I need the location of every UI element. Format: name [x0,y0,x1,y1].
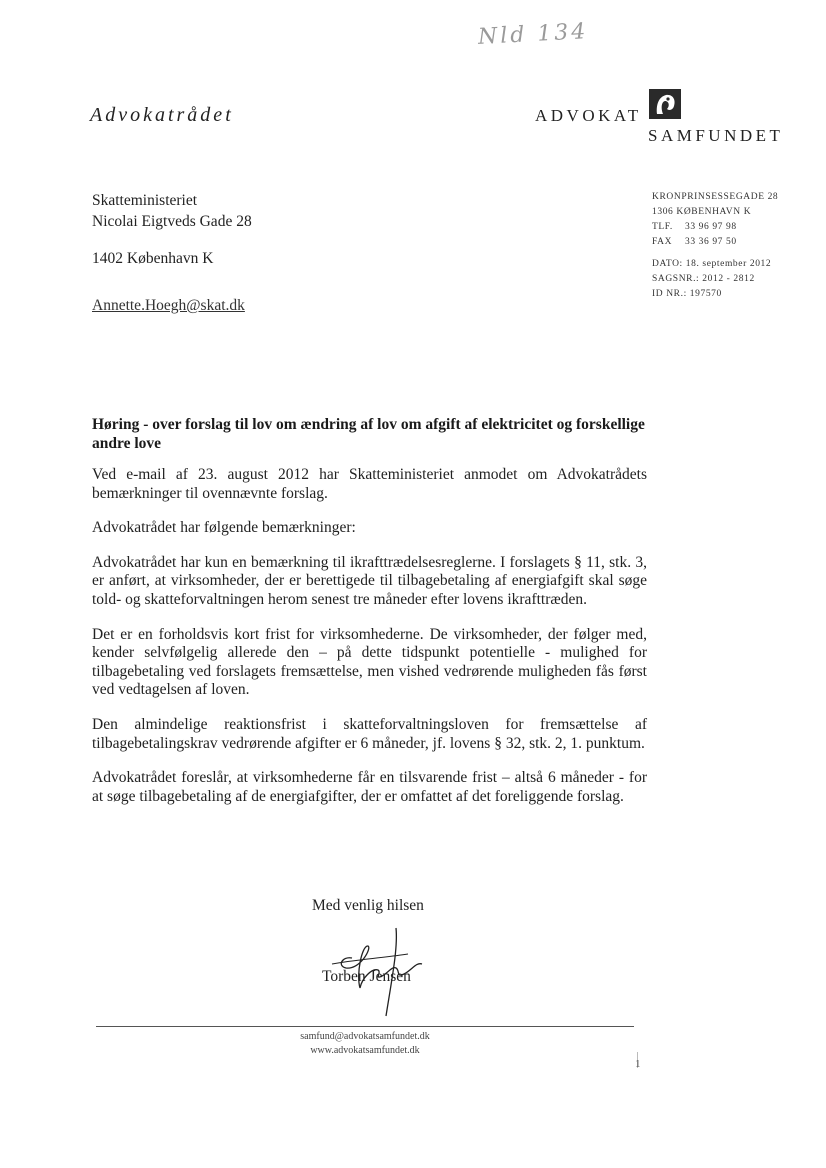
advokatsamfundet-wordmark-line1: ADVOKAT [535,106,642,125]
body-paragraph: Den almindelige reaktionsfrist i skatteforvaltningsloven for fremsættelse af tilbagebetalingskrav vedrørende afgifter er 6 måneder, jf. lovens § 32, stk. 2, 1. punktum. [92,715,647,752]
letter-date: DATO: 18. september 2012 [652,259,772,269]
recipient-street: Nicolai Eigtveds Gade 28 [92,213,252,230]
advokatsamfundet-wordmark-line2: SAMFUNDET [648,126,784,145]
signer-name: Torben Jensen [322,968,411,985]
letter-subject: Høring - over forslag til lov om ændring af lov om afgift af elektricitet og forskellige andre love [92,416,645,452]
footer [96,1030,634,1058]
footer-website-link[interactable]: www.advokatsamfundet.dk [310,1045,420,1056]
body-paragraph: Ved e-mail af 23. august 2012 har Skatteministeriet anmodet om Advokatrådets bemærkninger til ovennævnte forslag. [92,466,647,502]
page-number: 1 [635,1058,641,1070]
footer-divider [96,1026,634,1027]
advokatraadet-wordmark: Advokatrådet [90,104,234,126]
recipient-address [92,190,252,269]
body-paragraph: Advokatrådet har følgende bemærkninger: [92,519,356,537]
body-paragraph: Advokatrådet foreslår, at virksomhederne får en tilsvarende frist – altså 6 måneder - for at søge tilbagebetaling af de energiafgifter, der er omfattet af det foreliggende forslag. [92,769,647,805]
letter-body [92,466,647,806]
recipient-city: 1402 København K [92,250,214,267]
body-paragraph: Advokatrådet har kun en bemærkning til ikrafttrædelsesreglerne. I forslagets § 11, stk. 3, er anført, at virksomheder, der er berettigede til tilbagebetaling af energiafgift skal søge told- og skatteforvaltningen herom senest tre måneder efter lovens ikrafttræden. [92,553,647,608]
sender-address-block [652,190,778,302]
case-number: SAGSNR.: 2012 - 2812 [652,274,755,284]
sender-city: 1306 KØBENHAVN K [652,207,752,217]
sender-fax: FAX 33 36 97 50 [652,237,737,247]
sender-street: KRONPRINSESSEGADE 28 [652,192,779,202]
body-paragraph: Det er en forholdsvis kort frist for virksomhederne. De virksomheder, der følger med, kender selvfølgelig allerede den – på dette tidspunkt potentielle - mulighed for tilbagebetaling ved forslagets fremsættelse, men vished vedrørende muligheden fås først ved vedtagelsen af loven. [92,625,647,699]
handwritten-annotation: Nld 134 [477,19,589,50]
recipient-name: Skatteministeriet [92,192,198,209]
recipient-email-link[interactable]: Annette.Hoegh@skat.dk [92,297,245,314]
id-number: ID NR.: 197570 [652,289,722,299]
footer-email-link[interactable]: samfund@advokatsamfundet.dk [300,1031,430,1042]
advokatsamfundet-logo-icon [648,88,682,120]
sender-phone: TLF. 33 96 97 98 [652,222,737,232]
closing-greeting: Med venlig hilsen [312,897,424,914]
